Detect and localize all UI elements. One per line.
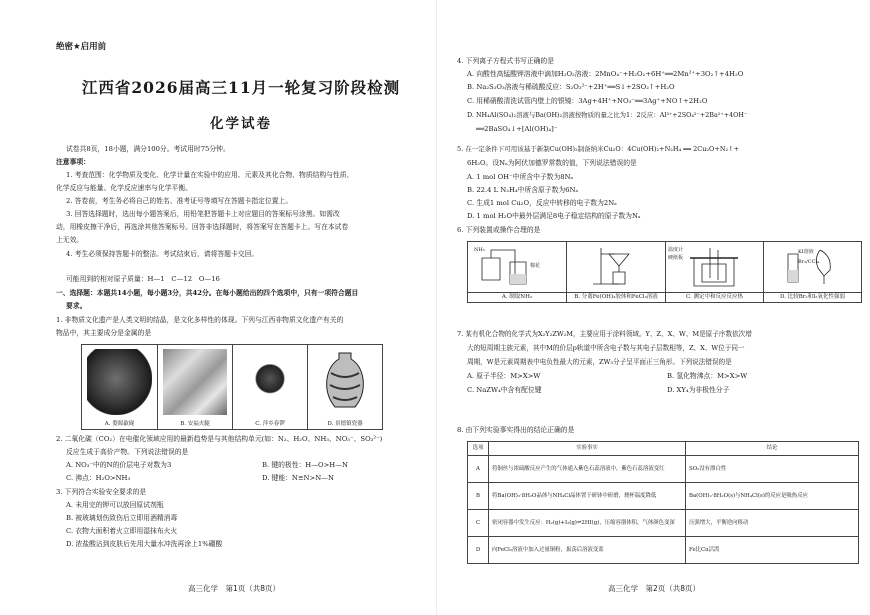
q8-header-row <box>468 442 859 456</box>
gas-collection-apparatus-icon <box>472 244 562 288</box>
notice-heading: 注意事项： <box>56 158 90 166</box>
question-8-stem: 8. 由下列实验事实得出的结论正确的是 <box>457 426 575 434</box>
page-footer: 高三化学 第1页（共8页） <box>188 584 281 593</box>
question-4-option[interactable]: C. 用稀硝酸清洗试管内壁上的银镜：3Ag+4H⁺+NO₃⁻══3Ag⁺+NO↑+2H₂O <box>467 97 708 105</box>
q6-option-d-diagram[interactable] <box>764 242 861 302</box>
q8-conclusion-cell: SO₂没有漂白性 <box>686 456 859 483</box>
table-row[interactable] <box>468 483 859 510</box>
question-2-option[interactable]: B. 键的极性：H—O>H—N <box>262 461 348 469</box>
question-2-option[interactable]: A. NO₃⁻中的N的价层电子对数为3 <box>66 461 172 469</box>
nh3-label: NH₃ <box>474 247 485 253</box>
question-2-stem: 2. 二氧化碳（CO₂）在电催化领域应用的最新趋势是与其他结构单元(如：N₂、H₂O、NH₃、NO₃⁻、SO₃²⁻) <box>56 435 383 443</box>
filtration-apparatus-icon <box>571 244 661 288</box>
question-3-option[interactable]: B. 被玻璃划伤致伤后立即用酒精消毒 <box>66 514 178 522</box>
question-5-option[interactable]: D. 1 mol H₂O中最外层满足8电子稳定结构的原子数为Nₐ <box>467 212 641 220</box>
question-1-stem: 物品中，其主要成分是金属的是 <box>56 329 152 337</box>
q1-option-d-label: D. 景德镇瓷器 <box>327 420 363 427</box>
q6-option-a-diagram[interactable] <box>468 242 566 302</box>
question-1-stem: 1. 非物质文化遗产是人类文明的结晶，是文化多样性的体现。下列与江西非物质文化遗产有关的 <box>56 316 344 324</box>
subject-title: 化学试卷 <box>210 116 272 132</box>
q8-header-conclusion: 结论 <box>686 442 859 456</box>
page-footer: 高三化学 第2页（共8页） <box>608 584 701 593</box>
question-4-option-cont: ══2BaSO₄↓+[Al(OH)₄]⁻ <box>476 125 558 133</box>
question-3-option[interactable]: D. 浓盐酸沾到皮肤后先用大量水冲洗再涂上1%硼酸 <box>66 540 223 548</box>
ham-photo <box>163 349 227 415</box>
q8-fact-cell: 向FeCl₃溶液中加入过量铜粉，振荡后溶液变蓝 <box>489 537 686 564</box>
q8-fact-cell: 密闭容器中发生反应：H₂(g)+I₂(g)⇌2HI(g)，压缩容器体积，气体颜色变深 <box>489 510 686 537</box>
bromine-label: Br₂/CCl₄ <box>798 259 820 265</box>
notice-line: 化学反应与能量、化学反应速率与化学平衡。 <box>56 184 192 192</box>
question-5-option[interactable]: A. 1 mol OH⁻中所含中子数为8Nₐ <box>467 173 574 181</box>
q6-apparatus-strip <box>467 241 862 303</box>
question-2-stem: 反应生成于高价产物。下列说法错误的是 <box>66 448 189 456</box>
q1-option-b-label: B. 安福火腿 <box>180 420 210 427</box>
q8-table <box>467 441 859 564</box>
thermometer-label: 温度计 <box>668 247 684 253</box>
secret-label: 绝密★启用前 <box>56 42 107 52</box>
q6-option-d-label: D. 比较Br₂和I₂氧化性强弱 <box>764 292 861 301</box>
section-one-heading: 要求。 <box>66 302 87 310</box>
cardboard-label: 硬纸板 <box>668 255 684 261</box>
question-4-option[interactable]: D. NH₄Al(SO₄)₂溶液与Ba(OH)₂溶液按物质的量之比为1：2反应：Al³⁺+2SO₄²⁻+2Ba²⁺+4OH⁻ <box>467 111 748 119</box>
table-row[interactable] <box>468 537 859 564</box>
q8-option-label: D <box>468 537 489 564</box>
q6-option-b-label: B. 分离Fe(OH)₃胶体和FeCl₃溶液 <box>567 292 665 301</box>
question-5-stem: 6H₂O。设Nₐ为阿伏加德罗常数的值，下列说法错误的是 <box>467 159 637 167</box>
inkstone-photo <box>87 349 152 415</box>
exam-info: 试卷共8页，18小题，满分100分。考试用时75分钟。 <box>66 145 230 153</box>
notice-line: 上无效。 <box>56 236 84 244</box>
q1-option-c-image[interactable] <box>233 345 307 429</box>
q1-image-strip <box>81 344 383 430</box>
question-7-option[interactable]: A. 原子半径：M>X>W <box>467 372 541 380</box>
q8-header-fact: 实验事实 <box>489 442 686 456</box>
question-5-option[interactable]: C. 生成1 mol Cu₂O，反应中转移的电子数为2Nₐ <box>467 199 617 207</box>
q1-option-b-image[interactable] <box>158 345 232 429</box>
ki-solution-label: KI溶液 <box>798 249 814 255</box>
q8-conclusion-cell: 压强增大，平衡逆向移动 <box>686 510 859 537</box>
question-4-option[interactable]: A. 向酸性高锰酸钾溶液中滴加H₂O₂溶液：2MnO₄⁻+H₂O₂+6H⁺══2Mn²⁺+3O₂↑+4H₂O <box>467 70 744 78</box>
cotton-label: 棉花 <box>530 263 541 269</box>
porcelain-vase-icon <box>313 349 377 415</box>
q8-conclusion-cell: Ba(OH)₂·8H₂O(s)与NH₄Cl(s)的反应是吸热反应 <box>686 483 859 510</box>
q1-option-c-label: C. 萍乡春锣 <box>255 420 285 427</box>
gong-photo <box>238 349 302 415</box>
question-2-option[interactable]: D. 键能：N≡N>N—N <box>262 474 334 482</box>
q6-option-c-diagram[interactable] <box>666 242 763 302</box>
q1-option-a-image[interactable] <box>82 345 157 429</box>
notice-line: 动，用橡皮擦干净后，再选涂其他答案标号。回答非选择题时，将答案写在答题卡上。写在本试卷 <box>56 223 349 231</box>
notice-line: 4. 考生必须保持答题卡的整洁。考试结束后，请将答题卡交回。 <box>66 250 259 258</box>
question-3-option[interactable]: A. 未用完的钾可以放回原试剂瓶 <box>66 501 164 509</box>
q8-conclusion-cell: Fe比Cu活泼 <box>686 537 859 564</box>
q8-fact-cell: 将Ba(OH)₂·8H₂O晶体与NH₄Cl晶体置于研钵中研磨，烧杯温度降低 <box>489 483 686 510</box>
question-7-stem: 周期，W是元素周期表中电负性最大的元素，ZW₃分子呈平面正三角形。下列说法错误的是 <box>467 358 732 366</box>
q6-option-a-label: A. 制取NH₃ <box>468 292 566 301</box>
notice-line: 2. 答卷前，考生务必将自己的姓名、准考证号等填写在答题卡指定位置上。 <box>66 197 293 205</box>
exam-title: 江西省2026届高三11月一轮复习阶段检测 <box>81 78 401 97</box>
q8-option-label: C <box>468 510 489 537</box>
notice-line: 1. 考查范围：化学物质及变化、化学计量在实验中的应用、元素及其化合物、物质结构与性质、 <box>66 171 354 179</box>
q6-option-b-diagram[interactable] <box>567 242 665 302</box>
question-7-option[interactable]: B. 氢化物沸点：M>X>W <box>667 372 748 380</box>
page-divider <box>436 0 437 615</box>
question-7-option[interactable]: D. XY₄为非极性分子 <box>667 386 730 394</box>
question-7-option[interactable]: C. NaZW₄中含有配位键 <box>467 386 542 394</box>
question-5-stem: 5. 在一定条件下可用该基于新制Cu(OH)₂制备纳米Cu₂O：4Cu(OH)₂+N₂H₄ ══ 2Cu₂O+N₂↑+ <box>457 145 740 153</box>
table-row[interactable] <box>468 510 859 537</box>
q8-fact-cell: 将铜丝与浓硫酸反应产生的气体通入紫色石蕊溶液中，紫色石蕊溶液变红 <box>489 456 686 483</box>
question-3-option[interactable]: C. 衣物大面积着火立即用湿抹布火火 <box>66 527 178 535</box>
atomic-masses: 可能用到的相对原子质量：H—1 C—12 O—16 <box>66 275 220 283</box>
question-6-stem: 6. 下列装置或操作合理的是 <box>457 226 541 234</box>
question-4-option[interactable]: B. Na₂S₂O₃溶液与稀硫酸反应：S₂O₃²⁻+2H⁺══S↓+2SO₂↑+H₂O <box>467 83 675 91</box>
question-5-option[interactable]: B. 22.4 L N₂H₄中所含原子数为6Nₐ <box>467 186 579 194</box>
q8-header-option: 选项 <box>468 442 489 456</box>
notice-line: 3. 回答选择题时，选出每小题答案后，用铅笔把答题卡上对应题目的答案标号涂黑。如需改 <box>66 210 340 218</box>
question-2-option[interactable]: C. 沸点：H₂O>NH₃ <box>66 474 131 482</box>
section-one-heading: 一、选择题：本题共14小题，每小题3分，共42分。在每小题给出的四个选项中，只有一项符合题目 <box>56 289 359 297</box>
question-7-stem: 7. 某有机化合物的化学式为X₂Y₂ZW₂M，主要应用于涂料领域。Y、Z、X、W、M是原子序数依次增 <box>457 330 752 338</box>
question-3-stem: 3. 下列符合实验安全要求的是 <box>56 488 147 496</box>
q8-option-label: B <box>468 483 489 510</box>
q1-option-a-label: A. 婺源歙砚 <box>104 420 135 427</box>
q1-option-d-image[interactable] <box>308 345 382 429</box>
q8-option-label: A <box>468 456 489 483</box>
question-7-stem: 大的短周期主族元素，其中M的价层p轨道中所含电子数与其电子层数相等，Z、X、W位于同一 <box>467 344 745 352</box>
question-4-stem: 4. 下列离子方程式书写正确的是 <box>457 57 555 65</box>
table-row[interactable] <box>468 456 859 483</box>
calorimeter-apparatus-icon <box>670 244 759 288</box>
q6-option-c-label: C. 测定中和反应反应热 <box>666 292 763 301</box>
